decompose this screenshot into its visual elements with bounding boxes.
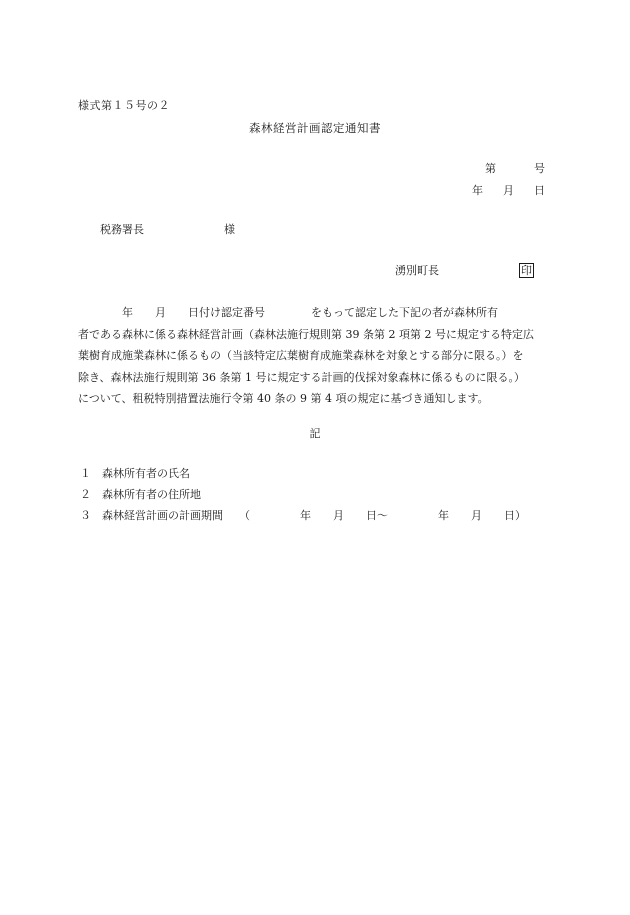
list-item [80, 468, 190, 479]
body-date-text: 日付け認定番号 [188, 306, 265, 319]
body-line-5: について、租税特別措置法施行令第 40 条の 9 第 4 項の規定に基づき通知します。 [78, 392, 489, 405]
ki-heading: 記 [309, 427, 321, 440]
form-number: 様式第１５号の２ [78, 99, 170, 112]
addressee-line [100, 224, 235, 235]
sender-line [395, 263, 534, 278]
issue-year: 年 [472, 184, 483, 197]
issue-number-suffix: 号 [534, 162, 545, 175]
list-item [80, 489, 201, 500]
issue-date-row [472, 185, 545, 196]
seal-mark: 印 [521, 264, 532, 277]
issue-month: 月 [503, 184, 514, 197]
item-text: 森林所有者の氏名 [102, 467, 190, 480]
item-text: 森林経営計画の計画期間 [102, 509, 223, 522]
body-month: 月 [155, 306, 166, 319]
item-text: 森林所有者の住所地 [102, 488, 201, 501]
list-item [80, 510, 526, 521]
issue-number-prefix: 第 [485, 162, 496, 175]
item-number: １ [80, 467, 91, 480]
addressee-name: 税務署長 [100, 223, 144, 236]
item-number: ２ [80, 488, 91, 501]
body-line-3: 葉樹育成施業森林に係るもの（当該特定広葉樹育成施業森林を対象とする部分に限る。）を [78, 349, 524, 362]
period-month-start: 月 [333, 509, 344, 522]
period-day-start: 日～ [366, 509, 388, 522]
addressee-honorific: 様 [224, 223, 235, 236]
body-line-2: 者である森林に係る森林経営計画（森林法施行規則第 39 条第 2 項第 2 号に規定する特定広 [78, 327, 534, 341]
body-line1-rest: をもって認定した下記の者が森林所有 [311, 306, 498, 319]
sender-name: 湧別町長 [395, 264, 439, 277]
issue-number-row [485, 163, 545, 174]
period-year-start: 年 [300, 509, 311, 522]
period-month-end: 月 [471, 509, 482, 522]
body-line-1 [78, 302, 558, 324]
item-number: ３ [80, 509, 91, 522]
body-line-4: 除き、森林法施行規則第 36 条第 1 号に規定する計画的伐採対象森林に係るものに限る。） [78, 370, 526, 384]
issue-day: 日 [534, 184, 545, 197]
document-title: 森林経営計画認定通知書 [249, 121, 381, 135]
period-open: （ [239, 509, 250, 522]
period-year-end: 年 [438, 509, 449, 522]
body-year: 年 [122, 306, 133, 319]
notice-body [78, 302, 558, 410]
period-close: 日） [504, 509, 526, 522]
